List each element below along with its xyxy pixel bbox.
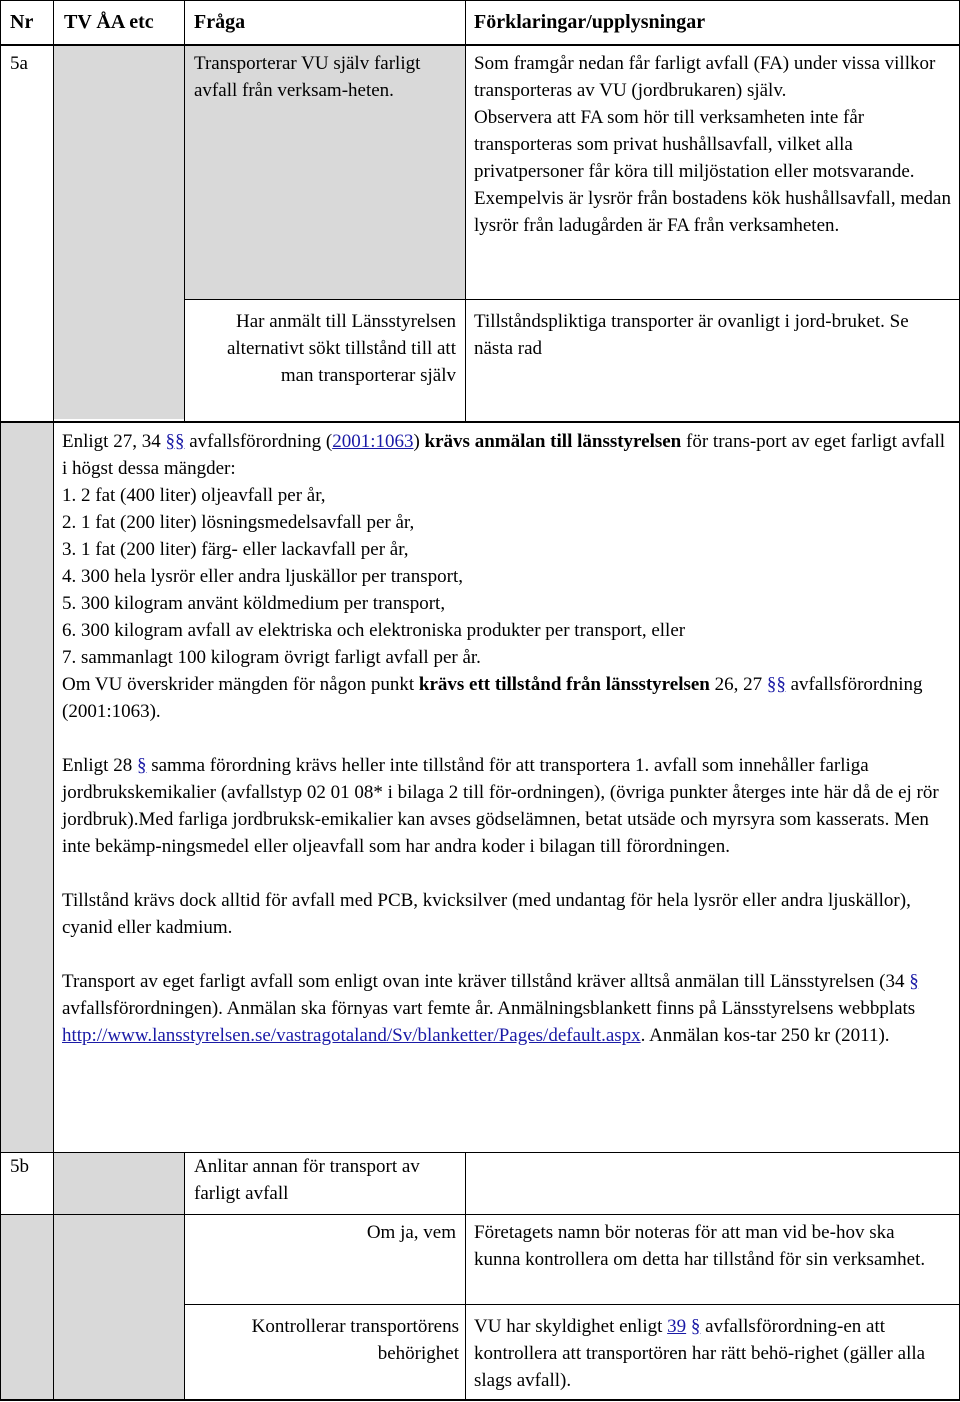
header-forklaringar: Förklaringar/upplysningar [474, 11, 706, 33]
regulation-text [62, 428, 947, 1049]
list-item: 6. 300 kilogram avfall av elektriska och elektroniska produkter per transport, eller [62, 620, 686, 641]
paragraph-transport [62, 968, 947, 1049]
p2-a: Om VU överskrider mängden för någon punkt [62, 674, 419, 695]
vline [465, 0, 466, 422]
row-5a-question: Transporterar VU själv farligt avfall från verksam-heten. [194, 53, 421, 101]
vline [184, 0, 185, 422]
tv-cell-5b [54, 1152, 185, 1400]
hline [0, 1399, 960, 1401]
p2-b: 26, 27 [709, 674, 767, 695]
row-5b-question-2: Om ja, vem [366, 1222, 456, 1243]
row-5b-question: Anlitar annan för transport av farligt avfall [194, 1156, 420, 1204]
paragraph-tillstand [62, 671, 947, 725]
p1-b: avfallsförordning ( [184, 431, 333, 452]
header-tv: TV ÅA etc [64, 11, 154, 33]
spacer [62, 941, 947, 968]
spacer [62, 860, 947, 887]
paragraph-undantag [62, 752, 947, 860]
list-item: 4. 300 hela lysrör eller andra ljuskällor per transport, [62, 566, 463, 587]
vline [53, 422, 54, 1152]
row-5a-question-2: Har anmält till Länsstyrelsen alternativt sökt tillstånd till att man transporterar själv [226, 311, 456, 386]
vline [465, 1152, 466, 1401]
row-5b-nr: 5b [10, 1156, 29, 1177]
header-nr: Nr [10, 11, 34, 33]
list-item: 2. 1 fat (200 liter) lösningsmedelsavfall per år, [62, 512, 415, 533]
p2-bold: krävs ett tillstånd från länsstyrelsen [418, 674, 710, 695]
list-item: 7. sammanlagt 100 kilogram övrigt farligt avfall per år. [62, 647, 481, 668]
header-fraga: Fråga [194, 11, 246, 33]
list-item: 1. 2 fat (400 liter) oljeavfall per år, [62, 485, 326, 506]
p5-a: Transport av eget farligt avfall som enligt ovan inte kräver tillstånd kräver alltså anmälan till Länsstyrelsen (34 [62, 971, 910, 992]
section-link[interactable]: § [909, 971, 919, 992]
nr-cell-5b-lower [0, 1215, 54, 1400]
vline [53, 0, 54, 422]
row-5a-answer-3: Tillståndspliktiga transporter är ovanligt i jord-bruket. Se nästa rad [474, 311, 909, 359]
row-5a-answer-2: Observera att FA som hör till verksamheten inte får transporteras som privat hushållsavfall, vilket alla privatpersoner får köra till miljöstation eller motsvarande. Exempelvis är lysrör från bostadens kök hushållsavfall, medan lysrör från ladugården är FA från verksamheten. [474, 107, 951, 236]
section-39-link[interactable]: 39 [667, 1316, 687, 1337]
spacer [62, 725, 947, 752]
row-5b-question-3: Kontrollerar transportörens behörighet [251, 1316, 459, 1364]
p1-c: ) [413, 431, 425, 452]
list-item: 5. 300 kilogram använt köldmedium per transport, [62, 593, 446, 614]
p5-c: . Anmälan kos-tar 250 kr (2011). [640, 1025, 890, 1046]
section-link[interactable]: § [690, 1316, 701, 1337]
hline [185, 1304, 960, 1305]
a3-b: avfallsförordning-en att kontrollera att transportören har rätt behö-righet (gäller alla slags avfall). [474, 1316, 926, 1391]
nr-cell-5a-body [0, 423, 54, 1152]
vline [0, 0, 1, 1401]
row-5a-answer-1: Som framgår nedan får farligt avfall (FA) under vissa villkor transporteras av VU (jordbrukaren) själv. [474, 53, 936, 101]
a3-a: VU har skyldighet enligt [474, 1316, 668, 1337]
hline [0, 421, 960, 423]
p3-b: samma förordning krävs heller inte tillstånd för att transportera 1. avfall som innehåller farliga jordbrukskemikalier (avfallstyp 02 01 08* i bilaga 2 till för-ordningen), (övriga punkter återges inte här då de ej rör jordbruk).Med farliga jordbruksk-emikalier kan avses gödselämnen, betat utsäde och myrsyra som kasserats. Men inte bekämp-ningsmedel eller oljeavfall som har andra koder i bilagan till förordningen. [62, 755, 939, 857]
hline [0, 1214, 960, 1215]
section-link[interactable]: § [136, 755, 147, 776]
paragraph-pcb: Tillstånd krävs dock alltid för avfall med PCB, kvicksilver (med undantag för hela lysrör eller andra ljuskällor), cyanid eller kadmium. [62, 890, 911, 938]
law-link-2001-1063[interactable]: 2001:1063 [332, 431, 414, 452]
paragraph-anmalan [62, 428, 947, 482]
blankett-link[interactable]: http://www.lansstyrelsen.se/vastragotaland/Sv/blanketter/Pages/default.aspx [62, 1025, 641, 1046]
vline [53, 1152, 54, 1401]
p1-bold: krävs anmälan till länsstyrelsen [424, 431, 682, 452]
section-link[interactable]: §§ [766, 674, 786, 695]
row-5b-answer-3 [474, 1313, 944, 1394]
row-5b-answer-2: Företagets namn bör noteras för att man vid be-hov ska kunna kontrollera om detta har tillstånd för sin verksamhet. [474, 1222, 926, 1270]
hline [185, 299, 960, 300]
p3-a: Enligt 28 [62, 755, 137, 776]
tv-cell-5a [54, 46, 185, 419]
p1-d: för trans-port av eget farligt avfall i högst dessa mängder: [62, 431, 946, 479]
vline [184, 1152, 185, 1401]
row-5a-answer-intro [474, 50, 954, 239]
row-5a-nr: 5a [10, 53, 28, 74]
hline [0, 1152, 960, 1153]
p5-b: avfallsförordningen). Anmälan ska förnyas vart femte år. Anmälningsblankett finns på Länsstyrelsens webbplats [62, 998, 916, 1019]
p1-a: Enligt 27, 34 [62, 431, 166, 452]
list-item: 3. 1 fat (200 liter) färg- eller lackavfall per år, [62, 539, 409, 560]
hline [0, 0, 960, 1]
section-link[interactable]: §§ [165, 431, 185, 452]
p2-c: avfallsförordning (2001:1063). [62, 674, 923, 722]
hline [0, 44, 960, 46]
